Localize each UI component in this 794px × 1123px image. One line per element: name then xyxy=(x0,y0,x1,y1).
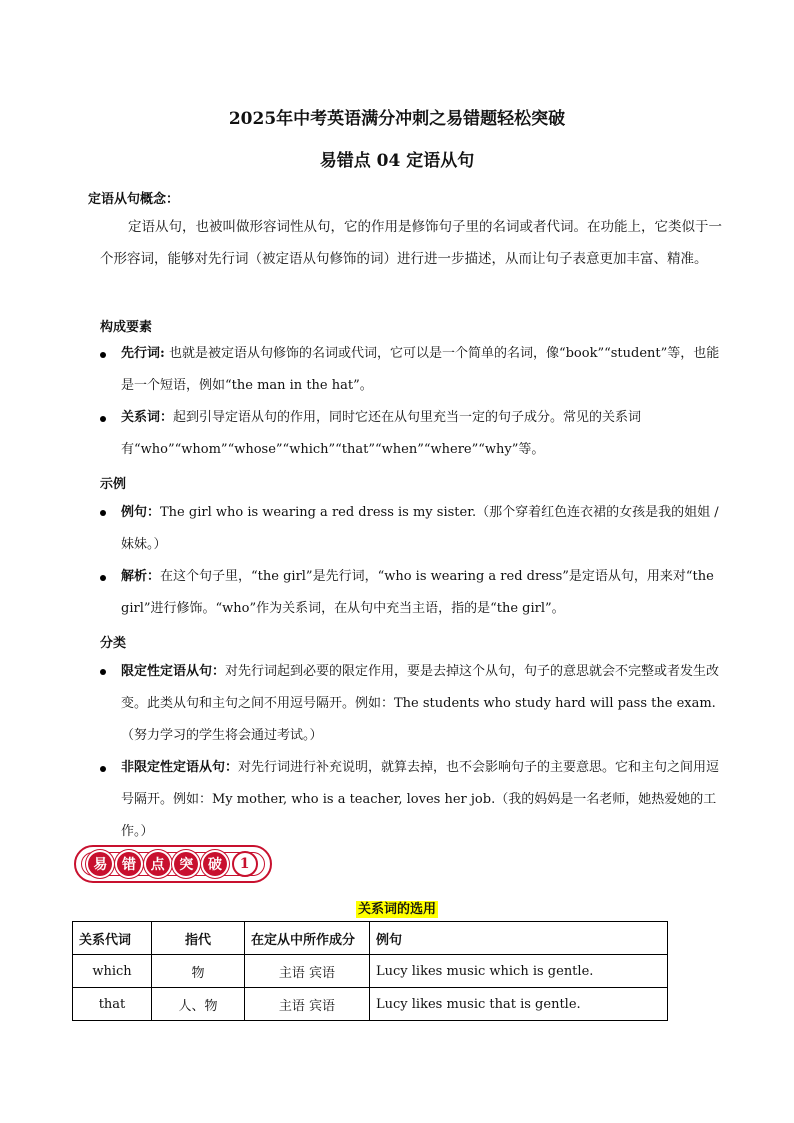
list-item-example-sentence xyxy=(121,497,724,561)
item-text: 对先行词进行补充说明，就算去掉，也不会影响句子的主要意思。它和主句之间用逗号隔开。例如：My mother, who is a teacher, loves her job.（我的妈妈是一名老师，她热爱她的工作。） xyxy=(121,760,720,839)
table-title xyxy=(0,898,794,917)
table-cell: 主语 宾语 xyxy=(245,988,370,1021)
table-header-cell: 例句 xyxy=(370,922,668,955)
table-cell: Lucy likes music which is gentle. xyxy=(370,955,668,988)
badge-outer-ring xyxy=(74,845,272,883)
relative-pronoun-table xyxy=(72,921,668,1021)
table-header-cell: 在定从中所作成分 xyxy=(245,922,370,955)
table-cell: which xyxy=(73,955,152,988)
item-key: 限定性定语从句： xyxy=(121,664,226,679)
table-header-cell: 关系代词 xyxy=(73,922,152,955)
list-item-antecedent xyxy=(121,338,724,402)
document-subtitle: 易错点 04 定语从句 xyxy=(319,151,475,171)
bullet-icon xyxy=(100,416,106,422)
bullet-icon xyxy=(100,575,106,581)
badge-number: 1 xyxy=(232,851,258,877)
error-point-badge xyxy=(74,845,274,885)
bullet-icon xyxy=(100,766,106,772)
badge-char: 易 xyxy=(88,852,112,876)
item-text: 对先行词起到必要的限定作用，要是去掉这个从句，句子的意思就会不完整或者发生改变。此类从句和主句之间不用逗号隔开。例如：The students who study hard will pass the exam.（努力学习的学生将会通过考试。） xyxy=(121,664,720,743)
table-row xyxy=(73,988,668,1021)
item-key: 例句： xyxy=(121,505,161,520)
table-header-cell: 指代 xyxy=(152,922,245,955)
table-cell: 主语 宾语 xyxy=(245,955,370,988)
list-item-non-restrictive xyxy=(121,752,724,848)
badge-char: 突 xyxy=(174,852,198,876)
composition-heading: 构成要素 xyxy=(100,320,153,335)
item-key: 非限定性定语从句： xyxy=(121,760,239,775)
classification-heading: 分类 xyxy=(100,636,127,651)
badge-char: 点 xyxy=(146,852,170,876)
item-text: 也就是被定语从句修饰的名词或代词，它可以是一个简单的名词，像“book”“student”等，也能是一个短语，例如“the man in the hat”。 xyxy=(121,346,720,393)
table-cell: Lucy likes music that is gentle. xyxy=(370,988,668,1021)
item-text: 起到引导定语从句的作用，同时它还在从句里充当一定的句子成分。常见的关系词有“who”“whom”“whose”“which”“that”“when”“where”“why”等。 xyxy=(121,410,642,457)
list-item-restrictive xyxy=(121,656,724,752)
example-heading: 示例 xyxy=(100,477,127,492)
concept-paragraph: 定语从句，也被叫做形容词性从句，它的作用是修饰句子里的名词或者代词。在功能上，它类似于一个形容词，能够对先行词（被定语从句修饰的词）进行进一步描述，从而让句子表意更加丰富、精准。 xyxy=(100,219,722,267)
item-text: The girl who is wearing a red dress is my sister.（那个穿着红色连衣裙的女孩是我的姐姐 / 妹妹。） xyxy=(121,505,719,552)
item-text: 在这个句子里，“the girl”是先行词，“who is wearing a red dress”是定语从句，用来对“the girl”进行修饰。“who”作为关系词，在从句中充当主语，指的是“the girl”。 xyxy=(121,569,714,616)
badge-char: 破 xyxy=(203,852,227,876)
item-key: 关系词： xyxy=(121,410,174,425)
table-cell: that xyxy=(73,988,152,1021)
bullet-icon xyxy=(100,669,106,675)
badge-char: 错 xyxy=(117,852,141,876)
badge-inner-ring xyxy=(81,852,265,876)
list-item-relative-word xyxy=(121,402,724,466)
bullet-icon xyxy=(100,510,106,516)
table-cell: 人、物 xyxy=(152,988,245,1021)
item-key: 解析： xyxy=(121,569,161,584)
document-title: 2025年中考英语满分冲刺之易错题轻松突破 xyxy=(228,109,566,129)
table-header-row xyxy=(73,922,668,955)
table-title-text: 关系词的选用 xyxy=(357,902,436,917)
item-key: 先行词: xyxy=(121,346,165,361)
list-item-analysis xyxy=(121,561,724,625)
table-cell: 物 xyxy=(152,955,245,988)
bullet-icon xyxy=(100,352,106,358)
table-row xyxy=(73,955,668,988)
concept-heading: 定语从句概念： xyxy=(88,192,180,207)
